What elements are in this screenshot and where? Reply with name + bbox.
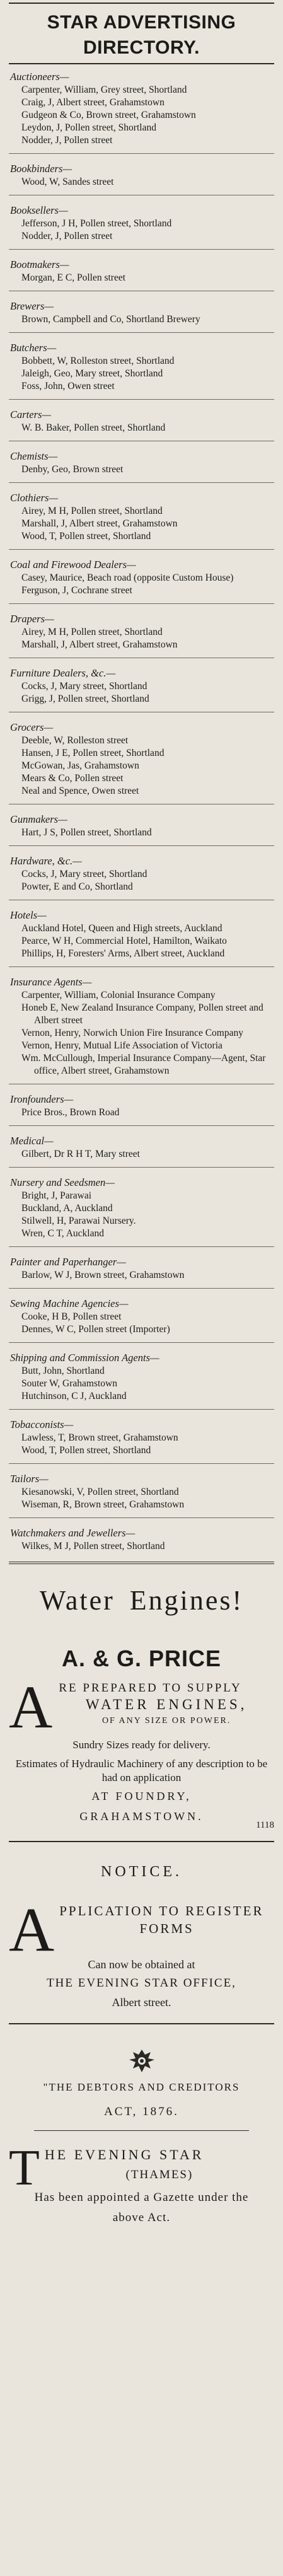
directory-entry: Phillips, H, Foresters' Arms, Albert street, Auckland [21, 948, 225, 959]
category-heading: Nursery and Seedsmen— [10, 1176, 115, 1188]
directory-entry: Wood, W, Sandes street [21, 177, 114, 187]
directory-entry: Gudgeon & Co, Brown street, Grahamstown [21, 110, 196, 120]
directory-entry: Wiseman, R, Brown street, Grahamstown [21, 1499, 185, 1510]
directory-entry: W. B. Baker, Pollen street, Shortland [21, 422, 166, 433]
directory-section [9, 449, 274, 483]
directory-entry: Marshall, J, Albert street, Grahamstown [21, 518, 178, 529]
directory-entry: Pearce, W H, Commercial Hotel, Hamilton, Waikato [21, 936, 227, 946]
directory-section [9, 1350, 274, 1410]
directory-entry: Hart, J S, Pollen street, Shortland [21, 827, 152, 838]
section-divider [9, 845, 274, 846]
category-heading: Chemists— [10, 450, 58, 462]
ad-line: RE PREPARED TO SUPPLY [59, 1681, 242, 1695]
directory-section [9, 1255, 274, 1289]
notice-line: Can now be obtained at [88, 1958, 195, 1971]
directory-entry: Airey, M H, Pollen street, Shortland [21, 506, 163, 516]
directory-entry: Dennes, W C, Pollen street (Importer) [21, 1324, 170, 1335]
ad-number: 1118 [256, 1820, 274, 1830]
directory-section [9, 612, 274, 658]
title-rule [9, 63, 274, 64]
gazette-line: Has been appointed a Gazette under the [34, 2191, 249, 2204]
section-divider [9, 1125, 274, 1126]
gazette-line: (THAMES) [125, 2168, 193, 2181]
directory-entry: Jaleigh, Geo, Mary street, Shortland [21, 368, 163, 379]
directory-section [9, 1526, 274, 1553]
notice-title: NOTICE. [101, 1864, 182, 1880]
directory-entry: Cooke, H B, Pollen street [21, 1311, 122, 1322]
directory-entry: Casey, Maurice, Beach road (opposite Custom House) [21, 572, 234, 583]
directory-entry: Buckland, A, Auckland [21, 1203, 113, 1214]
category-heading: Watchmakers and Jewellers— [10, 1527, 136, 1539]
directory-entry: Brown, Campbell and Co, Shortland Brewery [21, 314, 200, 325]
directory-list [0, 69, 283, 1553]
directory-entry: Denby, Geo, Brown street [21, 464, 124, 475]
category-heading: Butchers— [10, 342, 57, 354]
directory-section [9, 666, 274, 712]
directory-entry: Auckland Hotel, Queen and High streets, Auckland [21, 923, 222, 934]
water-engines-title: Water Engines! [39, 1585, 244, 1616]
directory-section [9, 299, 274, 333]
section-divider [9, 1167, 274, 1168]
directory-entry: Powter, E and Co, Shortland [21, 881, 133, 892]
section-divider [9, 1517, 274, 1518]
directory-entry: Price Bros., Brown Road [21, 1107, 120, 1118]
short-rule [34, 2130, 249, 2131]
directory-entry: Cocks, J, Mary street, Shortland [21, 681, 147, 692]
category-heading: Bookbinders— [10, 163, 72, 175]
directory-entry: Lawless, T, Brown street, Grahamstown [21, 1432, 178, 1443]
category-heading: Grocers— [10, 721, 54, 733]
category-heading: Gunmakers— [10, 813, 67, 825]
directory-section [9, 1296, 274, 1343]
notice-body [9, 1894, 274, 1964]
directory-entry: Barlow, W J, Brown street, Grahamstown [21, 1270, 185, 1280]
notice-line: FORMS [139, 1921, 194, 1936]
directory-entry: Craig, J, Albert street, Grahamstown [21, 97, 165, 108]
top-rule [9, 3, 274, 4]
category-heading: Hardware, &c.— [10, 855, 82, 867]
category-heading: Hotels— [10, 909, 47, 921]
directory-section [9, 854, 274, 900]
directory-section [9, 203, 274, 250]
royal-crest-icon [124, 2047, 159, 2075]
directory-section [9, 1417, 274, 1464]
section-divider [9, 482, 274, 483]
section-divider [9, 1342, 274, 1343]
directory-entry: Souter W, Grahamstown [21, 1378, 117, 1389]
category-heading: Clothiers— [10, 492, 59, 504]
company-name: A. & G. PRICE [61, 1645, 222, 1671]
section-divider [9, 603, 274, 604]
ad-town-line: GRAHAMSTOWN. [79, 1810, 204, 1823]
notice-line: Albert street. [112, 1996, 171, 2009]
directory-section [9, 490, 274, 550]
gazette-line: HE EVENING STAR [44, 2147, 204, 2162]
gazette-body [9, 2140, 274, 2196]
ad-divider [9, 2023, 274, 2024]
directory-entry: Cocks, J, Mary street, Shortland [21, 869, 147, 879]
directory-entry: Honeb E, New Zealand Insurance Company, Pollen street and Albert street [21, 1002, 263, 1026]
ad-estimates-line: Estimates of Hydraulic Machinery of any description to be had on application [15, 1758, 268, 1784]
gazette-act: ACT, 1876. [104, 2105, 179, 2118]
directory-entry: Stilwell, H, Parawai Nursery. [21, 1215, 136, 1226]
directory-entry: Leydon, J, Pollen street, Shortland [21, 122, 156, 133]
category-heading: Auctioneers— [10, 71, 69, 83]
directory-entry: Hutchinson, C J, Auckland [21, 1391, 127, 1401]
directory-entry: Gilbert, Dr R H T, Mary street [21, 1149, 140, 1159]
category-heading: Ironfounders— [10, 1093, 74, 1105]
directory-entry: Grigg, J, Pollen street, Shortland [21, 693, 149, 704]
directory-entry: Wilkes, M J, Pollen street, Shortland [21, 1541, 165, 1552]
newspaper-page [0, 3, 283, 2576]
category-heading: Tailors— [10, 1473, 49, 1485]
section-divider [9, 1246, 274, 1247]
water-engines-ad [9, 1583, 274, 1831]
category-heading: Insurance Agents— [10, 976, 92, 988]
directory-entry: Wren, C T, Auckland [21, 1228, 104, 1239]
directory-section [9, 812, 274, 846]
directory-section [9, 1092, 274, 1126]
category-heading: Carters— [10, 409, 52, 421]
category-heading: Coal and Firewood Dealers— [10, 559, 136, 571]
directory-entry: Morgan, E C, Pollen street [21, 272, 126, 283]
directory-section [9, 1471, 274, 1518]
ad-foundry-line: AT FOUNDRY, [91, 1790, 192, 1802]
category-heading: Painter and Paperhanger— [10, 1256, 126, 1268]
section-divider [9, 332, 274, 333]
notice-ad [9, 1864, 274, 2012]
section-divider [9, 1463, 274, 1464]
directory-entry: Foss, John, Owen street [21, 381, 115, 392]
directory-section [9, 257, 274, 291]
directory-entry: Marshall, J, Albert street, Grahamstown [21, 639, 178, 650]
directory-section [9, 407, 274, 441]
directory-entry: Bright, J, Parawai [21, 1190, 92, 1201]
section-divider [9, 153, 274, 154]
gazette-line: above Act. [112, 2211, 171, 2224]
directory-entry: Vernon, Henry, Mutual Life Association of Victoria [21, 1040, 222, 1051]
directory-entry: Vernon, Henry, Norwich Union Fire Insurance Company [21, 1028, 243, 1038]
directory-entry: Carpenter, William, Grey street, Shortland [21, 84, 187, 95]
dropcap-letter: A [9, 1673, 53, 1741]
directory-entry: Bobbett, W, Rolleston street, Shortland [21, 356, 175, 366]
directory-section [9, 1134, 274, 1168]
directory-entry: Mears & Co, Pollen street [21, 773, 124, 784]
directory-title: STAR ADVERTISING DIRECTORY. [47, 12, 236, 58]
directory-section [9, 69, 274, 154]
directory-entry: Butt, John, Shortland [21, 1366, 105, 1376]
directory-section [9, 1175, 274, 1247]
directory-entry: Wood, T, Pollen street, Shortland [21, 1445, 151, 1456]
gazette-heading: "THE DEBTORS AND CREDITORS [43, 2081, 240, 2093]
directory-entry: Kiesanowski, V, Pollen street, Shortland [21, 1487, 179, 1497]
directory-entry: Jefferson, J H, Pollen street, Shortland [21, 218, 172, 229]
directory-section [9, 557, 274, 604]
gazette-notice [9, 2047, 274, 2228]
directory-entry: Nodder, J, Pollen street [21, 231, 113, 241]
ad-line: OF ANY SIZE OR POWER. [101, 1716, 231, 1726]
section-divider [9, 549, 274, 550]
section-divider [9, 249, 274, 250]
directory-section [9, 975, 274, 1084]
category-heading: Medical— [10, 1135, 54, 1147]
section-divider [9, 1288, 274, 1289]
ad-line: WATER ENGINES, [85, 1697, 248, 1712]
directory-entry: Wood, T, Pollen street, Shortland [21, 531, 151, 542]
directory-section [9, 908, 274, 967]
ad-sundry-line: Sundry Sizes ready for delivery. [72, 1739, 211, 1751]
directory-entry: Hansen, J E, Pollen street, Shortland [21, 748, 165, 758]
category-heading: Booksellers— [10, 204, 68, 216]
directory-entry: Airey, M H, Pollen street, Shortland [21, 627, 163, 637]
notice-line: THE EVENING STAR OFFICE, [47, 1976, 236, 1990]
dropcap-letter: A [9, 1894, 55, 1964]
directory-entry: McGowan, Jas, Grahamstown [21, 760, 139, 771]
water-engines-body [9, 1673, 274, 1741]
category-heading: Tobacconists— [10, 1419, 74, 1430]
directory-entry: Ferguson, J, Cochrane street [21, 585, 132, 596]
directory-section [9, 720, 274, 804]
category-heading: Brewers— [10, 300, 54, 312]
section-divider [9, 966, 274, 967]
directory-end-rule [9, 1562, 274, 1564]
directory-entry: Neal and Spence, Owen street [21, 786, 139, 796]
directory-entry: Wm. McCullough, Imperial Insurance Company—Agent, Star office, Albert street, Grahamstown [21, 1053, 266, 1076]
notice-line: PPLICATION TO REGISTER [59, 1903, 264, 1918]
directory-entry: Carpenter, William, Colonial Insurance Company [21, 990, 216, 1001]
category-heading: Shipping and Commission Agents— [10, 1352, 159, 1364]
ad-divider [9, 1841, 274, 1842]
section-divider [9, 1409, 274, 1410]
dropcap-letter: T [9, 2140, 40, 2196]
directory-section [9, 161, 274, 195]
category-heading: Bootmakers— [10, 258, 69, 270]
directory-entry: Nodder, J, Pollen street [21, 135, 113, 146]
category-heading: Drapers— [10, 613, 54, 625]
section-divider [9, 399, 274, 400]
directory-section [9, 340, 274, 400]
category-heading: Furniture Dealers, &c.— [10, 667, 116, 679]
directory-entry: Deeble, W, Rolleston street [21, 735, 129, 746]
category-heading: Sewing Machine Agencies— [10, 1297, 129, 1309]
